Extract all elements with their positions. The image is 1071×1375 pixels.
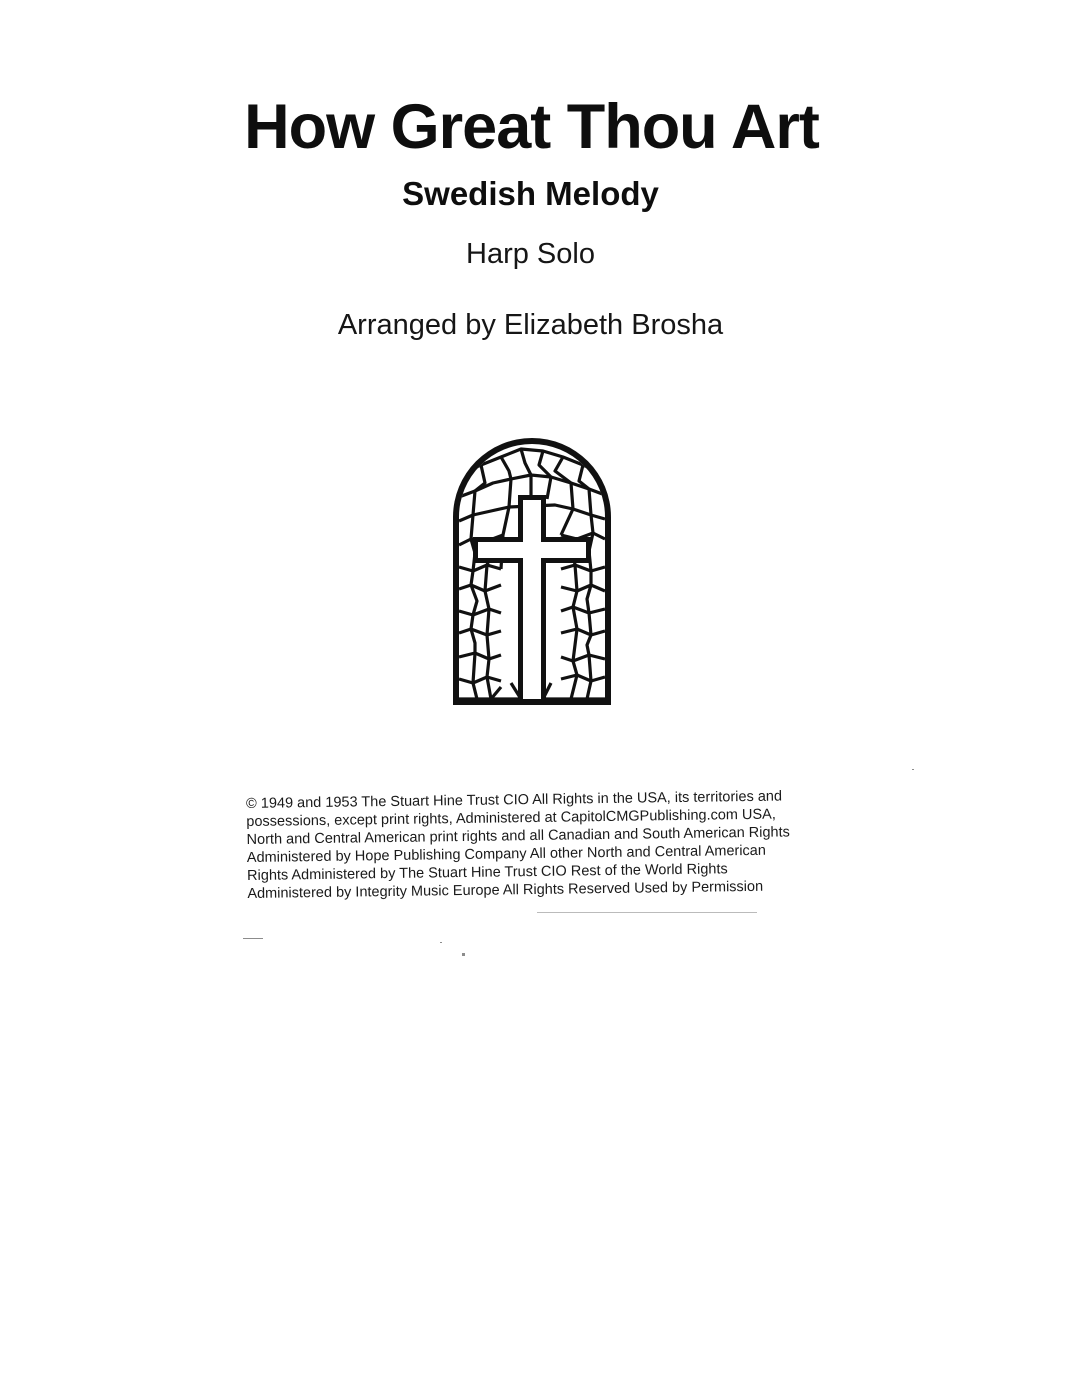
copyright-notice: © 1949 and 1953 The Stuart Hine Trust CIO All Rights in the USA, its territories and possessions, except print rights, Administered at CapitolCMGPublishing.com USA, North and Central American print rights and all Canadian and South American Rights Administered by Hope Publishing Company All other North and Central American Rights Administered by The Stuart Hine Trust CIO Rest of the World Rights Administered by Integrity Music Europe All Rights Reserved Used by Permission — [246, 788, 790, 902]
scan-speck — [243, 938, 263, 939]
scan-speck — [440, 942, 442, 943]
instrument-label: Harp Solo — [466, 238, 595, 270]
page-title: How Great Thou Art — [244, 92, 819, 162]
stained-glass-window-illustration — [451, 435, 613, 707]
scan-speck — [462, 953, 465, 956]
arranger-credit: Arranged by Elizabeth Brosha — [337, 309, 724, 341]
scan-speck — [912, 769, 914, 770]
subtitle: Swedish Melody — [402, 175, 659, 212]
scan-speck — [537, 912, 757, 913]
